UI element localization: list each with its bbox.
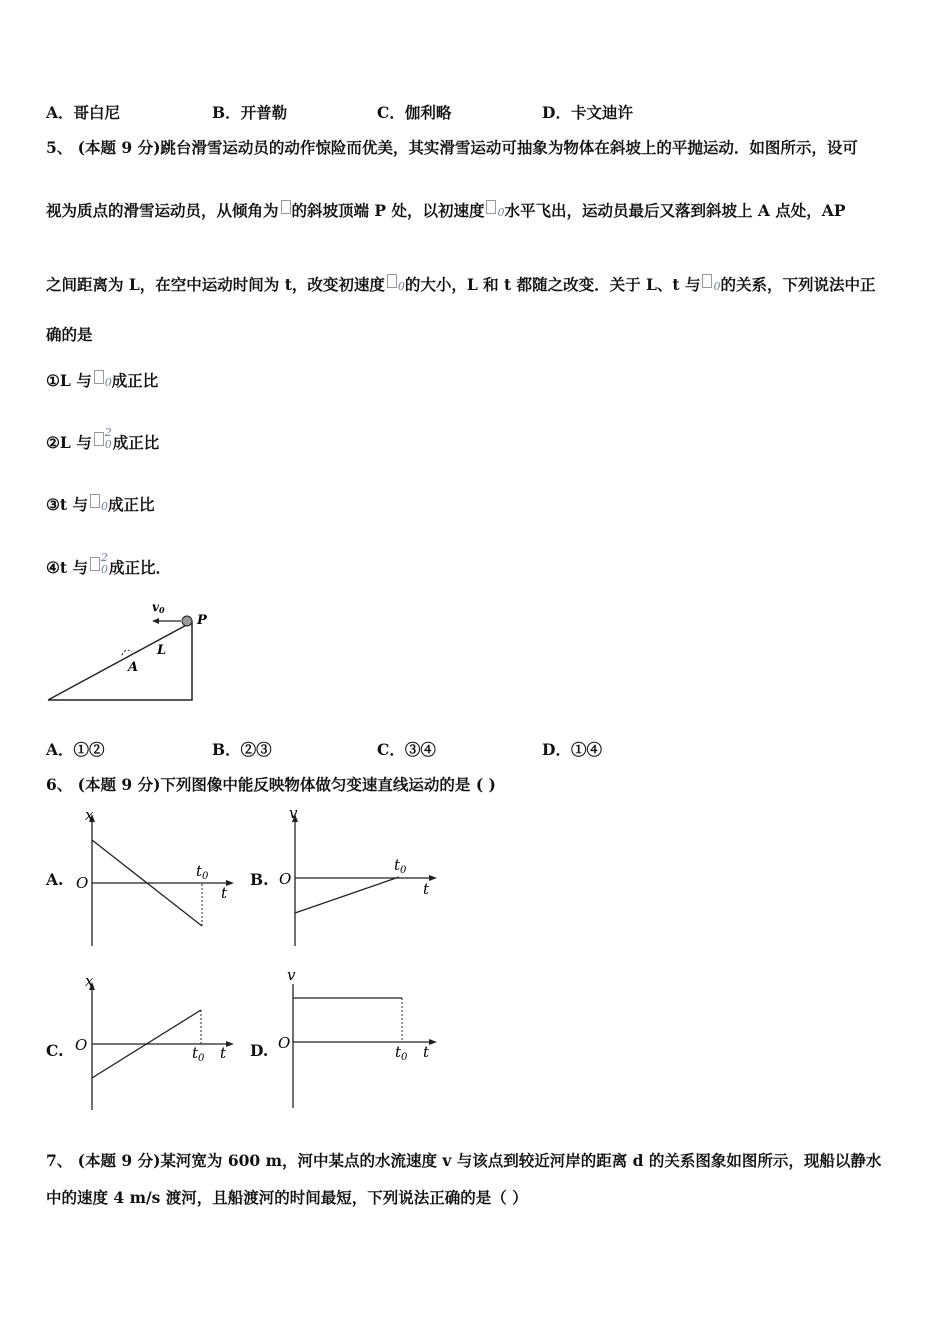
skier-ball [182, 616, 192, 626]
v0-placeholder [90, 557, 100, 571]
slope-triangle [48, 622, 192, 700]
q7-stem-line1: 7、 (本题 9 分)某河宽为 600 m，河中某点的水流速度 v 与该点到较近河岸的距离 d 的关系图象如图所示，现船以静水 [46, 1151, 882, 1170]
q4-option-c[interactable]: C．伽利略 [377, 103, 452, 122]
velocity-arrowhead [152, 618, 159, 624]
q5-stem-line4: 确的是 [46, 325, 93, 344]
v0-placeholder [94, 432, 104, 446]
landing-mark [122, 650, 132, 655]
x-axis-label: t [220, 1044, 227, 1062]
q6-option-d-label[interactable]: D. [250, 1041, 269, 1060]
x-axis-arrow [429, 875, 437, 881]
q6-option-b-label[interactable]: B. [250, 870, 269, 889]
q4-option-d[interactable]: D．卡文迪许 [542, 103, 633, 122]
length-l-label: L [157, 643, 167, 658]
q6-graph-a [72, 802, 242, 948]
x-axis-label: t [423, 880, 430, 898]
x-axis-arrow [226, 880, 234, 886]
y-axis-label: v [289, 804, 298, 822]
origin-label: O [76, 874, 89, 892]
y-axis-label: x [85, 972, 94, 990]
t0-label: $t_0$ [196, 862, 209, 882]
x-axis-label: t [423, 1043, 430, 1061]
q5-stem-line1: 5、 (本题 9 分)跳台滑雪运动员的动作惊险而优美，其实滑雪运动可抽象为物体在斜坡上的平抛运动．如图所示，设可 [46, 138, 858, 157]
x-axis-arrow [226, 1041, 234, 1047]
v0-placeholder [387, 274, 397, 288]
v0-placeholder [90, 494, 100, 508]
q5-option-b[interactable]: B．②③ [212, 740, 272, 759]
q5-statement-3: ③t 与 0成正比 [46, 495, 155, 514]
q5-option-a[interactable]: A．①② [46, 740, 105, 759]
origin-label: O [278, 1034, 291, 1052]
q4-option-b[interactable]: B．开普勒 [212, 103, 288, 122]
origin-label: O [75, 1036, 88, 1054]
v0-placeholder [486, 200, 496, 214]
point-p-label: P [197, 613, 207, 628]
v0-placeholder [94, 370, 104, 384]
t0-label: $t_0$ [394, 856, 407, 876]
t0-label: $t_0$ [192, 1044, 205, 1064]
y-axis-label: x [85, 806, 94, 824]
x-axis-label: t [221, 884, 228, 902]
q6-option-c-label[interactable]: C. [46, 1041, 64, 1060]
y-axis-label: v [287, 966, 296, 984]
x-axis-arrow [429, 1039, 437, 1045]
q5-stem-line2: 视为质点的滑雪运动员，从倾角为 的斜坡顶端 P 处，以初速度 0水平飞出，运动员最后又落到斜坡上 A 点处，AP [46, 201, 846, 220]
q4-option-a[interactable]: A．哥白尼 [46, 103, 121, 122]
q5-statement-4: ④t 与 $0^2$成正比． [46, 551, 171, 577]
q5-option-d[interactable]: D．①④ [542, 740, 602, 759]
v0-placeholder [702, 274, 712, 288]
q6-graph-d [275, 964, 445, 1110]
q6-option-a-label[interactable]: A. [46, 870, 64, 889]
point-a-label: A [128, 660, 139, 675]
q7-stem-line2: 中的速度 4 m/s 渡河，且船渡河的时间最短，下列说法正确的是（ ） [46, 1188, 528, 1207]
q6-graph-b [275, 802, 445, 948]
q5-statement-2: ②L 与 $0^2$成正比 [46, 426, 160, 452]
q5-stem-line3: 之间距离为 L，在空中运动时间为 t，改变初速度 0的大小，L 和 t 都随之改变．关于 L、t 与 0的关系，下列说法中正 [46, 275, 876, 294]
q5-slope-figure [44, 596, 224, 708]
theta-placeholder [281, 200, 291, 214]
q5-option-c[interactable]: C．③④ [377, 740, 436, 759]
t0-label: $t_0$ [395, 1043, 408, 1063]
q6-graph-c [72, 970, 242, 1112]
graph-line [295, 877, 399, 913]
v0-label: v0 [152, 600, 165, 615]
origin-label: O [279, 870, 292, 888]
q6-stem: 6、 (本题 9 分)下列图像中能反映物体做匀变速直线运动的是 ( ) [46, 775, 496, 794]
q5-statement-1: ①L 与 0成正比 [46, 371, 159, 390]
